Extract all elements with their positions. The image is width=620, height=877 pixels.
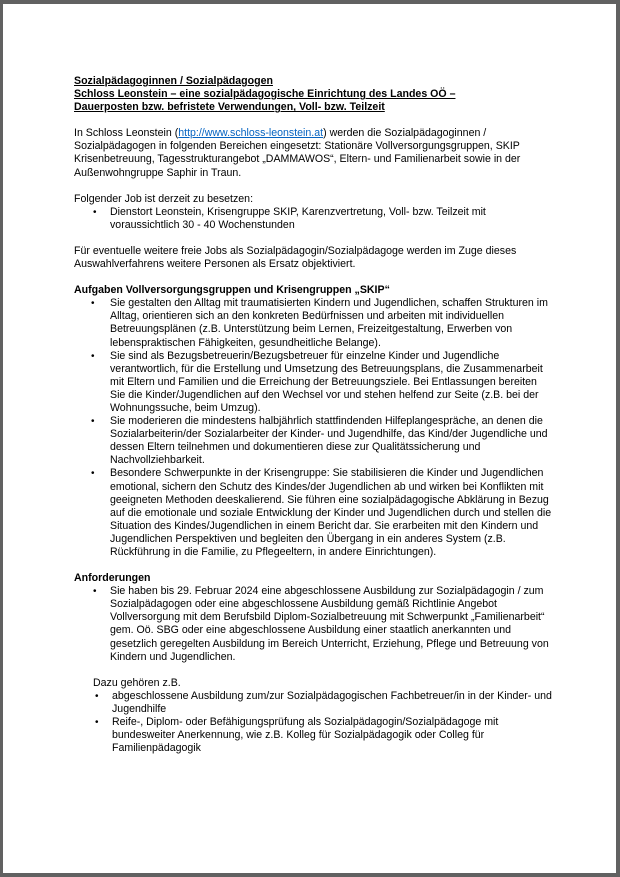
intro-text: ) werden die Sozialpädagoginnen / Sozialpädagogen in folgenden Bereichen eingesetzt: Stationäre Vollversorgungsgruppen, SKIP Krisenbetreuung, Tagesstrukturangebot „DAMMAWOS“, Eltern- und Familienarbeit sowie in der Außenwohngruppe Saphir in Traun. [74, 127, 521, 179]
bullet-icon: • [91, 468, 95, 480]
examples-list [93, 690, 554, 755]
bullet-icon: • [91, 298, 95, 310]
bullet-icon: • [91, 350, 95, 362]
requirements-examples [74, 677, 554, 756]
bullet-icon: • [91, 416, 95, 428]
tasks-heading: Aufgaben Vollversorgungsgruppen und Krisengruppen „SKIP“ [74, 284, 390, 297]
website-link[interactable]: http://www.schloss-leonstein.at [178, 127, 324, 140]
document-page [3, 4, 616, 873]
bullet-icon: • [93, 586, 97, 598]
list-item: • Reife-, Diplom- oder Befähigungsprüfung als Sozialpädagogin/Sozialpädagoge mit bundesweiter Anerkennung, wie z.B. Kolleg für Sozialpädagogik oder Colleg für Familienpädagogik [95, 716, 499, 755]
list-item: • Dienstort Leonstein, Krisengruppe SKIP, Karenzvertretung, Voll- bzw. Teilzeit mit voraussichtlich 30 - 40 Wochenstunden [93, 205, 486, 231]
list-item: • Sie sind als Bezugsbetreuerin/Bezugsbetreuer für einzelne Kinder und Jugendliche verantwortlich, für die Erstellung und Umsetzung des Betreuungsplans, die Zusammenarbeit mit Eltern und Familien und die Erreichung der Betreuungsziele. Bei Entlassungen bereiten Sie die Kinder/Jugendlichen auf den Wechsel vor und stehen helfend zur Seite (z.B. bei der Wohnungssuche, beim Umzug). [91, 349, 543, 414]
list-item: • Sie haben bis 29. Februar 2024 eine abgeschlossene Ausbildung zur Sozialpädagogin / zum Sozialpädagogen oder eine abgeschlossene Ausbildung gemäß Richtlinie Angebot Vollversorgung mit dem Berufsbild Diplom-Sozialbetreuung mit Schwerpunkt „Familienarbeit“ gem. Oö. SBG oder eine abgeschlossene Ausbildung einer staatlich anerkannten und gesetzlich geregelten Ausbildung im Bereich Unterricht, Erziehung, Pflege und Betreuung von Kindern und Jugendlichen. [93, 585, 549, 663]
bullet-icon: • [95, 690, 99, 702]
intro-paragraph [74, 127, 554, 179]
document-title [74, 75, 554, 114]
list-item: • Sie gestalten den Alltag mit traumatisierten Kindern und Jugendlichen, schaffen Strukturen im Alltag, orientieren sich an den konkreten Bedürfnissen und arbeiten mit individuellen Betreuungsplänen (z.B. Unterstützung beim Lernen, Freizeitgestaltung, Erwerben von lebenspraktischen Fähigkeiten, gesundheitliche Belange). [91, 297, 548, 349]
list-item: • abgeschlossene Ausbildung zum/zur Sozialpädagogischen Fachbetreuer/in in der Kinder- und Jugendhilfe [95, 689, 552, 715]
job-lead: Folgender Job ist derzeit zu besetzen: [74, 192, 254, 205]
bullet-icon: • [93, 206, 97, 218]
examples-lead: Dazu gehören z.B. [93, 676, 181, 689]
title-line: Dauerposten bzw. befristete Verwendungen, Voll- bzw. Teilzeit [74, 101, 385, 114]
intro-text: In Schloss Leonstein ( [74, 127, 179, 140]
list-item: • Sie moderieren die mindestens halbjährlich stattfindenden Hilfeplangespräche, an denen die Sozialarbeiterin/der Sozialarbeiter der Kinder- und Jugendhilfe, das Kind/der Jugendliche und dessen Eltern teilnehmen und dokumentieren diese zur Qualitätssicherung und Nachvollziehbarkeit. [91, 415, 548, 467]
requirements-list [74, 585, 554, 664]
list-item: • Besondere Schwerpunkte in der Krisengruppe: Sie stabilisieren die Kinder und Jugendlichen emotional, sichern den Schutz des Kindes/der Jugendlichen ab und wirken bei Konflikten mit geeigneten Methoden deeskalierend. Sie führen eine sozialpädagogische Abklärung in Bezug auf die emotionale und soziale Entwicklung der Kinder und Jugendlichen durch und stellen die Situation des Kindes/Jugendlichen in einem Bericht dar. Sie erarbeiten mit den Kindern und Jugendlichen Perspektiven und begleiten den Übergang in ein anderes System (z.B. Rückführung in die Familie, zu Pflegeeltern, in andere Einrichtungen). [91, 467, 552, 558]
tasks-list [74, 297, 554, 559]
requirements-heading: Anforderungen [74, 572, 151, 585]
document-content [74, 75, 554, 755]
replacement-note: Für eventuelle weitere freie Jobs als Sozialpädagogin/Sozialpädagoge werden im Zuge dieses Auswahlverfahrens weitere Personen als Ersatz objektiviert. [74, 244, 517, 271]
bullet-icon: • [95, 717, 99, 729]
title-line: Schloss Leonstein – eine sozialpädagogische Einrichtung des Landes OÖ – [74, 88, 456, 101]
title-line: Sozialpädagoginnen / Sozialpädagogen [74, 75, 273, 87]
job-list [74, 206, 554, 232]
